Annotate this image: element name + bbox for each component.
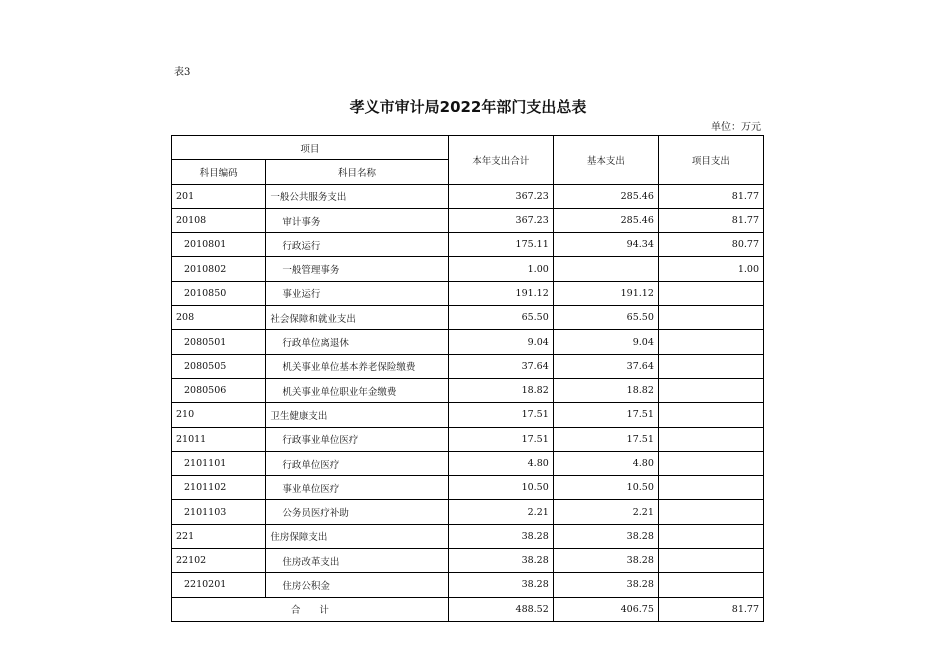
row-code: 2101101 — [172, 451, 266, 475]
row-project: 81.77 — [658, 208, 763, 232]
row-code: 2210201 — [172, 573, 266, 597]
row-name: 公务员医疗补助 — [266, 500, 448, 524]
row-project — [658, 500, 763, 524]
row-code: 22102 — [172, 549, 266, 573]
table-row — [172, 208, 764, 232]
row-name: 住房保障支出 — [266, 524, 448, 548]
totals-row — [172, 597, 764, 621]
row-basic: 10.50 — [553, 476, 658, 500]
header-item: 项目 — [172, 136, 449, 160]
row-project — [658, 306, 763, 330]
row-project — [658, 427, 763, 451]
row-name: 行政事业单位医疗 — [266, 427, 448, 451]
row-total: 38.28 — [448, 549, 553, 573]
table-label: 表3 — [174, 67, 191, 78]
table-row — [172, 476, 764, 500]
page-title: 孝义市审计局2022年部门支出总表 — [349, 98, 587, 116]
row-basic: 9.04 — [553, 330, 658, 354]
table-row — [172, 281, 764, 305]
row-name: 行政单位医疗 — [266, 451, 448, 475]
row-total: 2.21 — [448, 500, 553, 524]
row-name: 一般管理事务 — [266, 257, 448, 281]
row-total: 17.51 — [448, 403, 553, 427]
table-row — [172, 257, 764, 281]
table-row — [172, 451, 764, 475]
row-basic: 17.51 — [553, 427, 658, 451]
row-total: 38.28 — [448, 573, 553, 597]
totals-label: 合 计 — [172, 597, 449, 621]
row-name: 一般公共服务支出 — [266, 184, 448, 208]
row-code: 2080501 — [172, 330, 266, 354]
table-row — [172, 403, 764, 427]
table-row — [172, 524, 764, 548]
row-basic: 94.34 — [553, 233, 658, 257]
table-row — [172, 427, 764, 451]
table-row — [172, 549, 764, 573]
row-basic: 285.46 — [553, 184, 658, 208]
row-name: 住房改革支出 — [266, 549, 448, 573]
header-total: 本年支出合计 — [448, 136, 553, 185]
row-code: 221 — [172, 524, 266, 548]
row-name: 机关事业单位职业年金缴费 — [266, 378, 448, 402]
row-basic: 37.64 — [553, 354, 658, 378]
row-total: 175.11 — [448, 233, 553, 257]
row-code: 208 — [172, 306, 266, 330]
row-total: 1.00 — [448, 257, 553, 281]
row-name: 机关事业单位基本养老保险缴费 — [266, 354, 448, 378]
row-project — [658, 403, 763, 427]
row-total: 65.50 — [448, 306, 553, 330]
table-row — [172, 378, 764, 402]
row-total: 10.50 — [448, 476, 553, 500]
row-basic — [553, 257, 658, 281]
row-project — [658, 549, 763, 573]
totals-total: 488.52 — [448, 597, 553, 621]
header-row — [172, 136, 764, 160]
row-code: 21011 — [172, 427, 266, 451]
row-name: 审计事务 — [266, 208, 448, 232]
table-row — [172, 500, 764, 524]
row-total: 17.51 — [448, 427, 553, 451]
row-basic: 38.28 — [553, 549, 658, 573]
row-basic: 191.12 — [553, 281, 658, 305]
row-total: 9.04 — [448, 330, 553, 354]
row-total: 18.82 — [448, 378, 553, 402]
row-name: 行政单位离退休 — [266, 330, 448, 354]
row-code: 20108 — [172, 208, 266, 232]
totals-basic: 406.75 — [553, 597, 658, 621]
unit-label: 单位：万元 — [711, 122, 761, 133]
table-row — [172, 233, 764, 257]
row-name: 事业运行 — [266, 281, 448, 305]
row-total: 4.80 — [448, 451, 553, 475]
row-code: 2101103 — [172, 500, 266, 524]
header-basic: 基本支出 — [553, 136, 658, 185]
totals-project: 81.77 — [658, 597, 763, 621]
row-basic: 18.82 — [553, 378, 658, 402]
expenditure-table — [171, 135, 764, 622]
row-code: 210 — [172, 403, 266, 427]
row-name: 行政运行 — [266, 233, 448, 257]
row-name: 住房公积金 — [266, 573, 448, 597]
row-basic: 285.46 — [553, 208, 658, 232]
row-project — [658, 281, 763, 305]
row-code: 2101102 — [172, 476, 266, 500]
row-total: 37.64 — [448, 354, 553, 378]
row-name: 卫生健康支出 — [266, 403, 448, 427]
row-name: 事业单位医疗 — [266, 476, 448, 500]
table-row — [172, 330, 764, 354]
row-project — [658, 476, 763, 500]
table-row — [172, 306, 764, 330]
table-row — [172, 184, 764, 208]
row-project: 81.77 — [658, 184, 763, 208]
row-basic: 38.28 — [553, 573, 658, 597]
header-code: 科目编码 — [172, 160, 266, 184]
row-basic: 38.28 — [553, 524, 658, 548]
row-total: 367.23 — [448, 208, 553, 232]
row-project — [658, 524, 763, 548]
row-code: 2080505 — [172, 354, 266, 378]
row-project — [658, 378, 763, 402]
row-total: 367.23 — [448, 184, 553, 208]
row-total: 191.12 — [448, 281, 553, 305]
row-code: 2010850 — [172, 281, 266, 305]
row-basic: 17.51 — [553, 403, 658, 427]
row-basic: 4.80 — [553, 451, 658, 475]
header-name: 科目名称 — [266, 160, 448, 184]
row-code: 2010801 — [172, 233, 266, 257]
row-basic: 2.21 — [553, 500, 658, 524]
row-code: 2080506 — [172, 378, 266, 402]
row-basic: 65.50 — [553, 306, 658, 330]
row-code: 201 — [172, 184, 266, 208]
row-project — [658, 573, 763, 597]
row-project — [658, 330, 763, 354]
row-project — [658, 451, 763, 475]
row-code: 2010802 — [172, 257, 266, 281]
row-project: 80.77 — [658, 233, 763, 257]
row-project: 1.00 — [658, 257, 763, 281]
table-row — [172, 354, 764, 378]
row-name: 社会保障和就业支出 — [266, 306, 448, 330]
row-project — [658, 354, 763, 378]
table-row — [172, 573, 764, 597]
row-total: 38.28 — [448, 524, 553, 548]
header-project: 项目支出 — [658, 136, 763, 185]
